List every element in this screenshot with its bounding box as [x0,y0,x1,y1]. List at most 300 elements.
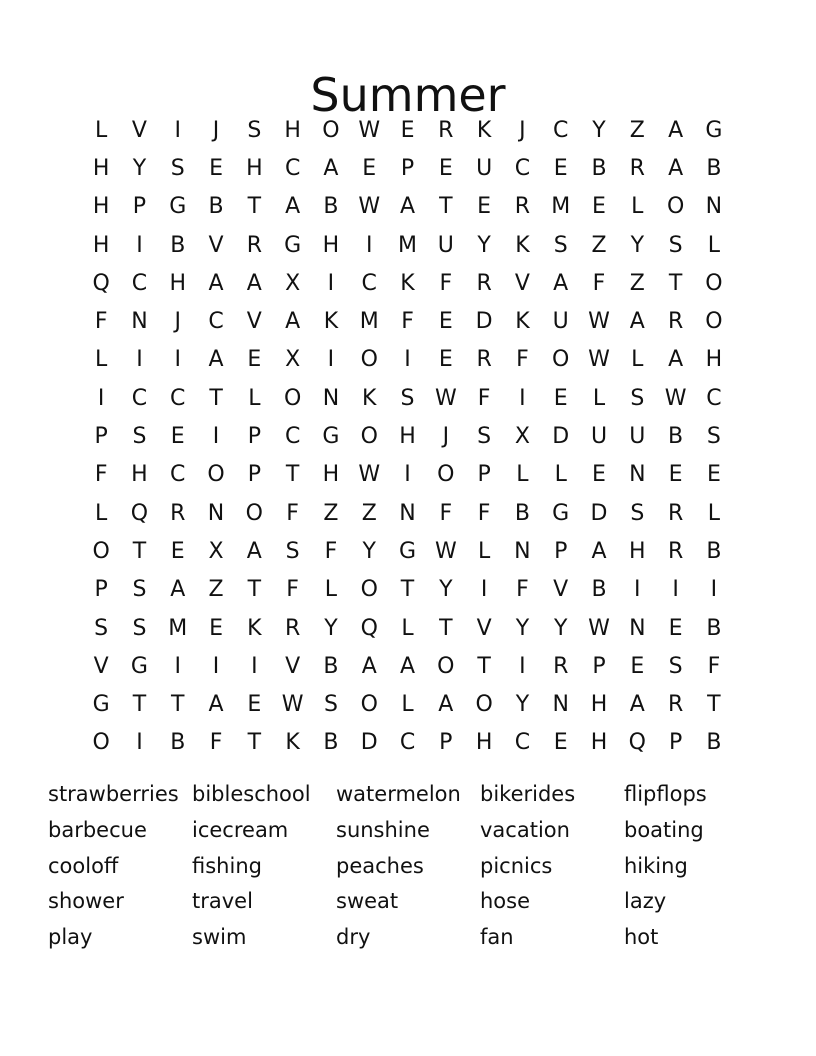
grid-letter: L [477,538,491,564]
grid-letter: O [322,117,340,143]
grid-letter: E [438,309,453,335]
word-bank-item: strawberries [48,782,179,806]
grid-letter: I [327,270,335,296]
grid-letter: R [438,117,454,143]
grid-letter: Y [132,155,147,181]
grid-letter: C [170,462,186,488]
grid-letter: Y [553,615,568,641]
grid-letter: L [248,385,261,411]
grid-letter: T [477,653,491,679]
grid-letter: B [706,538,722,564]
word-bank-item: fishing [192,853,262,878]
grid-letter: B [323,730,339,756]
grid-letter: Z [208,577,224,603]
grid-letter: M [398,232,418,258]
grid-letter: T [247,577,262,603]
grid-letter: R [170,500,186,526]
grid-letter: O [360,577,378,603]
grid-letter: Z [323,500,339,526]
grid-letter: X [285,270,301,296]
grid-letter: P [439,730,453,756]
word-bank-item: travel [192,889,253,914]
word-bank-item: fan [480,925,514,950]
grid-letter: C [131,385,148,411]
grid-letter: N [552,692,569,718]
grid-letter: H [590,730,608,756]
grid-letter: T [132,538,147,564]
grid-letter: O [475,692,493,718]
grid-letter: K [247,615,262,641]
grid-letter: B [170,730,186,756]
grid-letter: I [404,347,411,373]
word-bank-item: dry [336,925,371,950]
grid-letter: E [553,385,568,411]
grid-letter: E [630,653,645,679]
grid-letter: F [209,730,223,756]
grid-letter: P [668,730,683,756]
grid-letter: O [437,653,455,679]
grid-letter: T [707,692,721,718]
grid-letter: L [516,462,529,488]
grid-letter: A [208,347,224,373]
grid-letter: G [322,424,340,450]
grid-letter: O [207,462,225,488]
grid-letter: I [672,577,679,603]
grid-letter: W [358,194,381,220]
grid-letter: N [207,500,225,526]
grid-letter: J [442,424,450,450]
grid-letter: L [707,500,721,526]
grid-letter: F [324,538,338,564]
word-bank-item: peaches [336,853,424,878]
grid-letter: A [285,309,301,335]
grid-letter: K [323,309,339,335]
word-bank-item: barbecue [48,817,147,842]
grid-letter: H [475,730,493,756]
grid-letter: O [705,309,723,335]
grid-letter: O [92,730,110,756]
grid-letter: I [519,385,526,411]
grid-letter: T [400,577,415,603]
grid-letter: P [554,538,568,564]
grid-letter: I [519,653,526,679]
grid-letter: P [592,653,606,679]
grid-letter: N [322,385,340,411]
grid-letter: M [551,194,571,220]
grid-letter: K [400,270,415,296]
grid-letter: O [552,347,570,373]
grid-letter: V [476,615,492,641]
grid-letter: W [281,692,304,718]
grid-letter: S [323,692,338,718]
grid-letter: G [705,117,723,143]
grid-letter: O [245,500,263,526]
word-bank-item: flipflops [624,782,707,806]
grid-letter: V [131,117,147,143]
grid-letter: U [476,155,493,181]
grid-letter: K [362,385,377,411]
grid-letter: E [438,155,453,181]
grid-letter: Y [515,692,530,718]
word-bank-item: sweat [336,889,399,914]
grid-letter: R [514,194,531,220]
grid-letter: S [630,385,645,411]
grid-letter: T [247,194,262,220]
grid-letter: N [131,309,148,335]
grid-letter: R [667,309,684,335]
word-bank-item: shower [48,889,124,914]
grid-letter: E [592,194,606,220]
grid-letter: U [437,232,454,258]
grid-letter: M [168,615,188,641]
grid-letter: B [591,155,607,181]
grid-letter: G [92,692,110,718]
grid-letter: W [434,538,457,564]
grid-letter: L [95,117,108,143]
grid-letter: Q [360,615,378,641]
grid-letter: D [360,730,378,756]
grid-letter: C [514,155,531,181]
grid-letter: Z [361,500,377,526]
grid-letter: C [208,309,224,335]
grid-letter: R [553,653,569,679]
grid-letter: E [668,615,683,641]
grid-letter: H [169,270,187,296]
grid-letter: Y [630,232,645,258]
word-bank-item: icecream [192,817,289,842]
grid-letter: A [591,538,607,564]
grid-letter: R [284,615,301,641]
grid-letter: I [634,577,641,603]
grid-letter: V [208,232,224,258]
grid-letter: X [285,347,301,373]
grid-letter: A [323,155,339,181]
grid-letter: F [439,270,453,296]
grid-letter: Y [515,615,530,641]
grid-letter: I [136,347,143,373]
grid-letter: I [365,232,373,258]
grid-letter: H [705,347,723,373]
grid-letter: S [400,385,415,411]
grid-letter: L [95,500,108,526]
grid-letter: B [323,194,339,220]
grid-letter: B [706,730,722,756]
grid-letter: O [92,538,110,564]
grid-letter: I [174,653,181,679]
grid-letter: V [553,577,569,603]
grid-letter: F [477,500,491,526]
grid-letter: A [553,270,569,296]
word-bank-item: lazy [624,889,667,914]
grid-letter: A [170,577,186,603]
grid-letter: P [247,424,261,450]
grid-letter: R [667,500,684,526]
grid-letter: E [170,424,185,450]
grid-letter: W [588,309,610,335]
grid-letter: X [514,424,530,450]
grid-letter: J [174,309,181,335]
grid-letter: F [94,309,108,335]
grid-letter: I [174,347,181,373]
grid-letter: E [362,155,377,181]
grid-letter: P [94,577,108,603]
grid-letter: E [209,615,223,641]
grid-letter: A [399,194,416,220]
grid-letter: S [553,232,568,258]
grid-letter: W [664,385,687,411]
word-bank-item: vacation [480,817,570,842]
grid-letter: Y [592,117,606,143]
grid-letter: I [327,347,335,373]
grid-letter: Z [629,270,645,296]
grid-letter: H [92,194,110,220]
grid-letter: T [439,615,453,641]
grid-letter: R [667,692,684,718]
grid-letter: L [324,577,338,603]
grid-letter: S [132,424,147,450]
word-bank-item: boating [624,817,704,842]
word-bank-item: swim [192,925,247,950]
grid-letter: W [588,615,610,641]
grid-letter: S [285,538,300,564]
grid-letter: B [170,232,186,258]
grid-letter: F [592,270,606,296]
grid-letter: F [94,462,108,488]
grid-letter: F [707,653,721,679]
grid-letter: H [131,462,148,488]
grid-letter: A [629,309,645,335]
grid-letter: B [591,577,607,603]
grid-letter: C [361,270,377,296]
grid-letter: B [323,653,339,679]
grid-letter: S [668,232,683,258]
grid-letter: T [247,730,262,756]
grid-letter: H [92,155,110,181]
grid-letter: C [284,155,301,181]
grid-letter: F [516,347,529,373]
word-bank-item: sunshine [336,817,430,842]
grid-letter: W [434,385,457,411]
grid-letter: D [552,424,570,450]
grid-letter: R [476,347,492,373]
grid-letter: N [629,615,646,641]
grid-letter: A [668,117,684,143]
grid-letter: W [358,117,381,143]
grid-letter: G [169,194,187,220]
word-bank-item: hiking [624,853,688,878]
grid-letter: I [710,577,718,603]
grid-letter: E [247,692,262,718]
grid-letter: F [401,309,414,335]
grid-letter: P [400,155,415,181]
grid-letter: I [480,577,488,603]
grid-letter: T [171,692,185,718]
grid-letter: S [706,424,721,450]
grid-letter: D [590,500,608,526]
grid-letter: C [170,385,186,411]
grid-letter: S [630,500,645,526]
grid-letter: I [136,730,143,756]
grid-letter: B [706,615,722,641]
grid-letter: T [285,462,300,488]
grid-letter: V [246,309,262,335]
grid-letter: T [209,385,223,411]
grid-letter: T [668,270,683,296]
grid-letter: F [439,500,453,526]
grid-letter: E [592,462,606,488]
grid-letter: P [477,462,491,488]
grid-letter: E [209,155,223,181]
grid-letter: L [401,615,414,641]
grid-letter: C [706,385,722,411]
grid-letter: G [398,538,417,564]
grid-letter: N [705,194,723,220]
grid-letter: S [132,615,147,641]
word-bank-item: play [48,925,93,950]
grid-letter: E [400,117,415,143]
grid-letter: I [251,653,258,679]
grid-letter: O [705,270,723,296]
grid-letter: D [475,309,493,335]
grid-letter: R [476,270,492,296]
word-bank-item: hot [624,925,659,950]
grid-letter: N [629,462,646,488]
grid-letter: U [590,424,608,450]
grid-letter: T [439,194,453,220]
grid-letter: H [246,155,263,181]
grid-letter: A [438,692,454,718]
grid-letter: I [212,653,220,679]
grid-letter: F [286,500,299,526]
grid-letter: L [631,194,644,220]
grid-letter: V [285,653,301,679]
grid-letter: A [629,692,645,718]
grid-letter: O [437,462,455,488]
grid-letter: B [706,155,722,181]
grid-letter: E [553,155,568,181]
grid-letter: U [629,424,646,450]
grid-letter: O [360,424,378,450]
grid-letter: Q [130,500,149,526]
grid-letter: H [590,692,608,718]
grid-letter: K [476,117,492,143]
grid-letter: E [706,462,721,488]
grid-letter: S [668,653,683,679]
grid-letter: M [359,309,379,335]
word-bank-item: cooloff [48,853,119,878]
grid-letter: E [438,347,453,373]
grid-letter: L [707,232,721,258]
grid-letter: P [132,194,147,220]
word-bank-item: hose [480,889,531,914]
grid-letter: S [170,155,185,181]
grid-letter: H [322,462,340,488]
grid-letter: H [399,424,416,450]
grid-letter: A [399,653,416,679]
grid-letter: J [519,117,526,143]
grid-letter: C [514,730,531,756]
grid-letter: B [514,500,530,526]
grid-letter: X [208,538,224,564]
grid-letter: G [552,500,570,526]
grid-letter: R [629,155,645,181]
grid-letter: A [668,347,684,373]
grid-letter: E [553,730,568,756]
grid-letter: B [668,424,684,450]
grid-letter: Q [628,730,646,756]
grid-letter: F [516,577,529,603]
grid-letter: Z [591,232,607,258]
grid-letter: F [286,577,299,603]
grid-letter: H [284,117,301,143]
grid-letter: N [399,500,416,526]
grid-letter: Q [92,270,110,296]
grid-letter: A [246,538,262,564]
grid-letter: I [97,385,105,411]
grid-letter: L [554,462,567,488]
grid-letter: L [592,385,606,411]
grid-letter: C [553,117,569,143]
grid-letter: H [322,232,340,258]
grid-letter: S [247,117,262,143]
word-bank [48,777,768,956]
grid-letter: O [360,692,378,718]
grid-letter: O [283,385,302,411]
grid-letter: A [208,270,224,296]
grid-letter: E [477,194,492,220]
grid-letter: I [174,117,181,143]
grid-letter: K [285,730,300,756]
grid-letter: G [130,653,148,679]
page-title: Summer [310,67,506,122]
grid-letter: A [208,692,224,718]
grid-letter: R [246,232,262,258]
grid-letter: A [668,155,684,181]
grid-letter: T [132,692,147,718]
grid-letter: G [284,232,302,258]
grid-letter: P [247,462,261,488]
grid-letter: C [284,424,301,450]
grid-letter: H [92,232,110,258]
grid-letter: I [404,462,411,488]
word-bank-item: watermelon [336,782,461,806]
grid-letter: V [514,270,530,296]
grid-letter: V [93,653,109,679]
grid-letter: S [477,424,492,450]
word-bank-item: bikerides [480,782,576,806]
grid-letter: Z [629,117,645,143]
grid-letter: J [212,117,220,143]
grid-letter: I [212,424,220,450]
word-bank-item: picnics [480,853,553,878]
grid-letter: O [666,194,685,220]
grid-letter: W [358,462,381,488]
grid-letter: L [95,347,108,373]
grid-letter: K [515,232,530,258]
grid-letter: O [360,347,378,373]
grid-letter: S [132,577,147,603]
grid-letter: H [629,538,646,564]
grid-letter: N [514,538,531,564]
grid-letter: E [247,347,262,373]
grid-letter: Y [362,538,376,564]
grid-letter: Y [477,232,491,258]
grid-letter: L [631,347,644,373]
grid-letter: A [285,194,301,220]
grid-letter: E [668,462,683,488]
grid-letter: Y [324,615,338,641]
grid-letter: F [477,385,491,411]
